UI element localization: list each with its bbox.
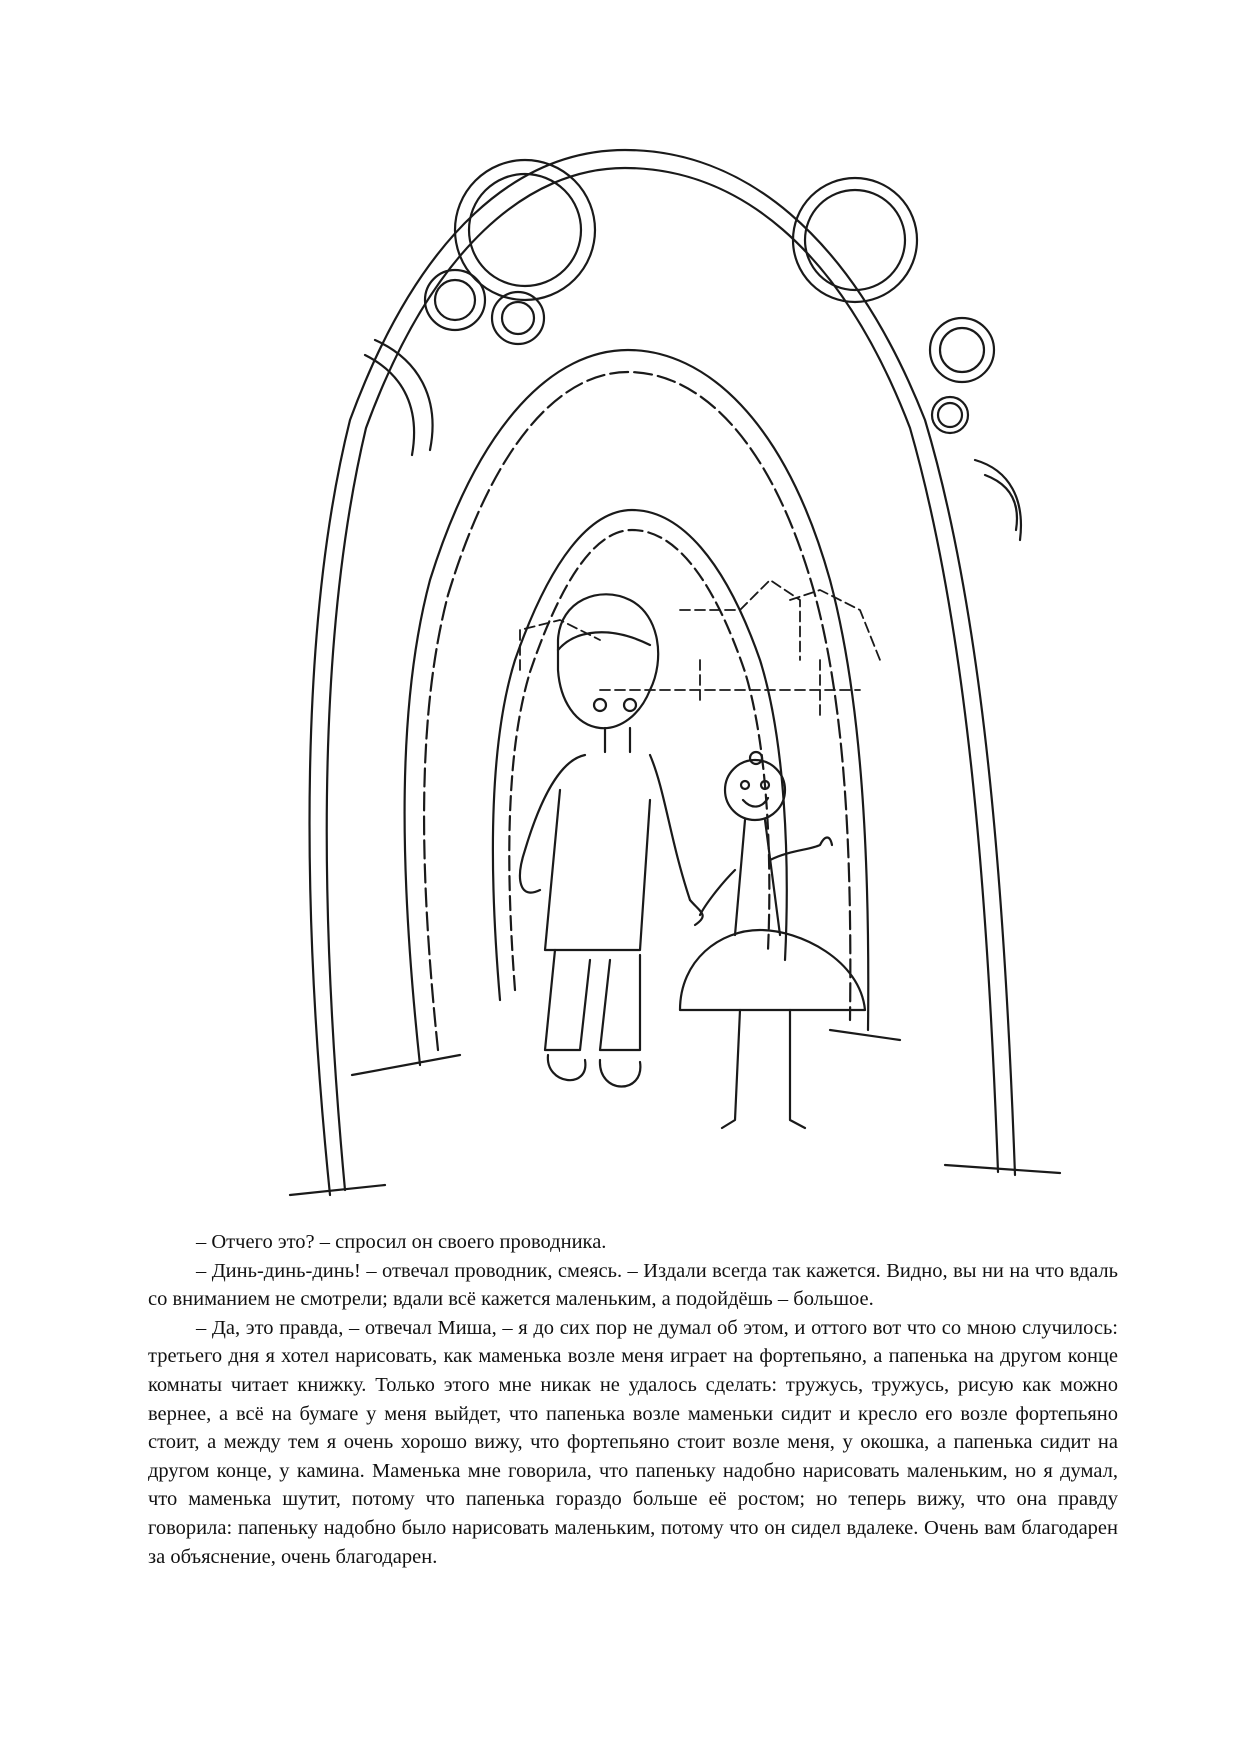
story-text [148, 1228, 1118, 1571]
gears-right [793, 178, 1021, 540]
ground-left [290, 1185, 385, 1195]
ground-mid-right [830, 1030, 900, 1040]
paragraph-2: – Динь-динь-динь! – отвечал проводник, смеясь. – Издали всегда так кажется. Видно, вы ни на что вдаль со вниманием не смотрели; вдали всё кажется маленьким, а подойдёшь – большое. [148, 1259, 1118, 1311]
paragraph-1: – Отчего это? – спросил он своего проводника. [196, 1231, 607, 1253]
background-town [520, 580, 880, 720]
gears-left [365, 160, 595, 455]
bell-boy-figure [680, 752, 865, 1128]
outer-arch [310, 150, 1015, 1195]
ground-right [945, 1165, 1060, 1173]
inner-arch [493, 510, 787, 1000]
paragraph-3: – Да, это правда, – отвечал Миша, – я до сих пор не думал об этом, и оттого вот что со мною случилось: третьего дня я хотел нарисовать, как маменька возле меня играет на фортепьяно, а папенька на другом конце комнаты читает книжку. Только этого мне никак не удалось сделать: тружусь, тружусь, рисую как можно вернее, а всё на бумаге у меня выйдет, что папенька возле маменьки сидит и кресло его возле фортепьяно стоит, а между тем я очень хорошо вижу, что фортепьяно стоит возле меня, у окошка, а папенька сидит на другом конце, у камина. Маменька мне говорила, что папеньку надобно нарисовать маленьким, но я думал, что маменька шутит, потому что папенька гораздо больше её ростом; но теперь вижу, что она правду говорила: папеньку надобно было нарисовать маленьким, потому что он сидел вдалеке. Очень вам благодарен за объяснение, очень благодарен. [148, 1316, 1118, 1568]
outer-arch-inner [327, 168, 998, 1190]
ground-mid-left [352, 1055, 460, 1075]
boy-figure [520, 594, 703, 1086]
